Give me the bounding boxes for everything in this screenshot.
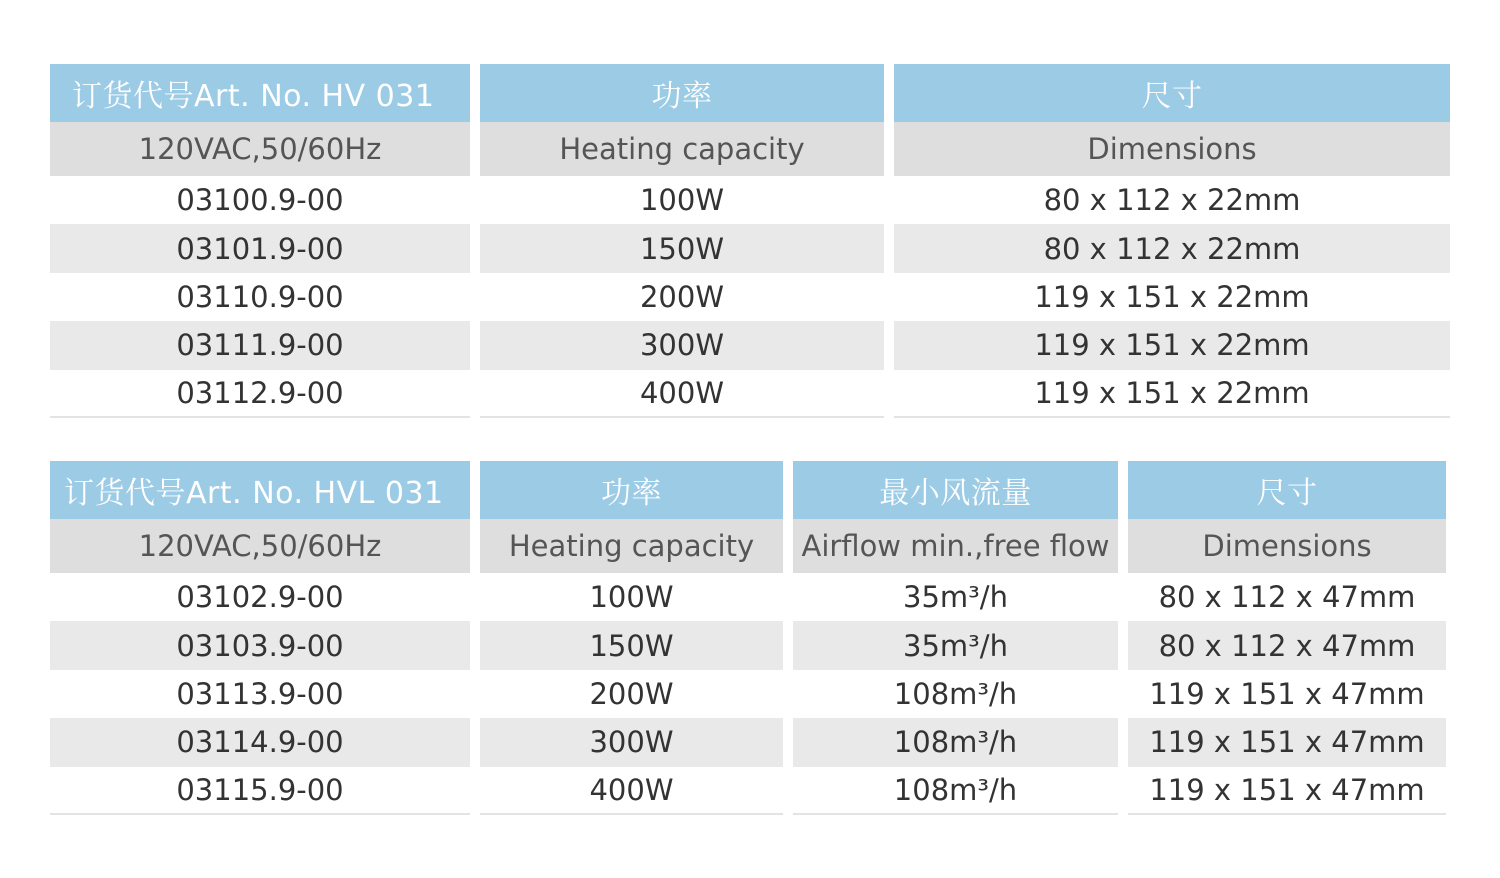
airflow-cell: 108m³/h (793, 767, 1118, 815)
airflow-subheader: Airflow min.,free flow (793, 519, 1118, 573)
power-cell: 100W (639, 183, 725, 218)
table-subheader-row (50, 122, 1450, 176)
dimensions-cell: 80 x 112 x 47mm (1128, 621, 1446, 669)
dimensions-header: 尺寸 (1128, 461, 1446, 519)
heating-capacity-subheader: Heating capacity (480, 122, 884, 176)
table-row (50, 670, 1446, 718)
hv031-spec-table (40, 64, 1460, 418)
voltage-subheader: 120VAC,50/60Hz (50, 122, 470, 176)
article-number-cell: 03114.9-00 (50, 718, 470, 766)
article-number-cell: 03110.9-00 (176, 279, 344, 314)
dimensions-cell: 119 x 151 x 22mm (1034, 279, 1310, 314)
article-number-cell: 03111.9-00 (50, 321, 470, 369)
dimensions-cell: 119 x 151 x 47mm (1128, 718, 1446, 766)
table-row (50, 370, 1450, 418)
airflow-header: 最小风流量 (793, 461, 1118, 519)
table-row (50, 573, 1446, 621)
airflow-cell: 108m³/h (893, 676, 1018, 711)
table-row (50, 176, 1450, 224)
dimensions-cell: 80 x 112 x 47mm (1158, 580, 1416, 615)
table-row (50, 273, 1450, 321)
dimensions-cell: 80 x 112 x 22mm (1043, 183, 1301, 218)
heating-capacity-subheader: Heating capacity (480, 519, 783, 573)
power-cell: 300W (480, 718, 783, 766)
voltage-subheader: 120VAC,50/60Hz (50, 519, 470, 573)
article-number-cell: 03102.9-00 (176, 580, 344, 615)
dimensions-cell: 119 x 151 x 22mm (894, 370, 1450, 418)
power-cell: 300W (480, 321, 884, 369)
dimensions-cell: 119 x 151 x 47mm (1128, 767, 1446, 815)
table-subheader-row (50, 519, 1446, 573)
article-number-header: 订货代号Art. No. HVL 031 (50, 461, 470, 519)
airflow-cell: 35m³/h (793, 621, 1118, 669)
dimensions-cell: 119 x 151 x 22mm (894, 321, 1450, 369)
table-row (50, 321, 1450, 369)
dimensions-subheader: Dimensions (1128, 519, 1446, 573)
airflow-cell: 35m³/h (903, 580, 1008, 615)
power-header: 功率 (480, 64, 884, 122)
airflow-cell: 108m³/h (793, 718, 1118, 766)
article-number-cell: 03103.9-00 (50, 621, 470, 669)
hvl031-spec-table (40, 461, 1456, 815)
table-row (50, 767, 1446, 815)
power-cell: 150W (480, 621, 783, 669)
table-row (50, 718, 1446, 766)
dimensions-cell: 80 x 112 x 22mm (894, 224, 1450, 272)
power-cell: 150W (480, 224, 884, 272)
power-cell: 200W (589, 676, 674, 711)
dimensions-cell: 119 x 151 x 47mm (1149, 676, 1425, 711)
power-cell: 400W (480, 767, 783, 815)
table-row (50, 224, 1450, 272)
power-cell: 100W (589, 580, 674, 615)
table-title-row (50, 64, 1450, 122)
article-number-header: 订货代号Art. No. HV 031 (50, 64, 470, 122)
article-number-cell: 03100.9-00 (176, 183, 344, 218)
article-number-cell: 03101.9-00 (50, 224, 470, 272)
power-cell: 200W (639, 279, 725, 314)
power-header: 功率 (480, 461, 783, 519)
table-row (50, 621, 1446, 669)
article-number-cell: 03112.9-00 (50, 370, 470, 418)
article-number-cell: 03113.9-00 (176, 676, 344, 711)
dimensions-header: 尺寸 (894, 64, 1450, 122)
table-title-row (50, 461, 1446, 519)
dimensions-subheader: Dimensions (894, 122, 1450, 176)
power-cell: 400W (480, 370, 884, 418)
article-number-cell: 03115.9-00 (50, 767, 470, 815)
